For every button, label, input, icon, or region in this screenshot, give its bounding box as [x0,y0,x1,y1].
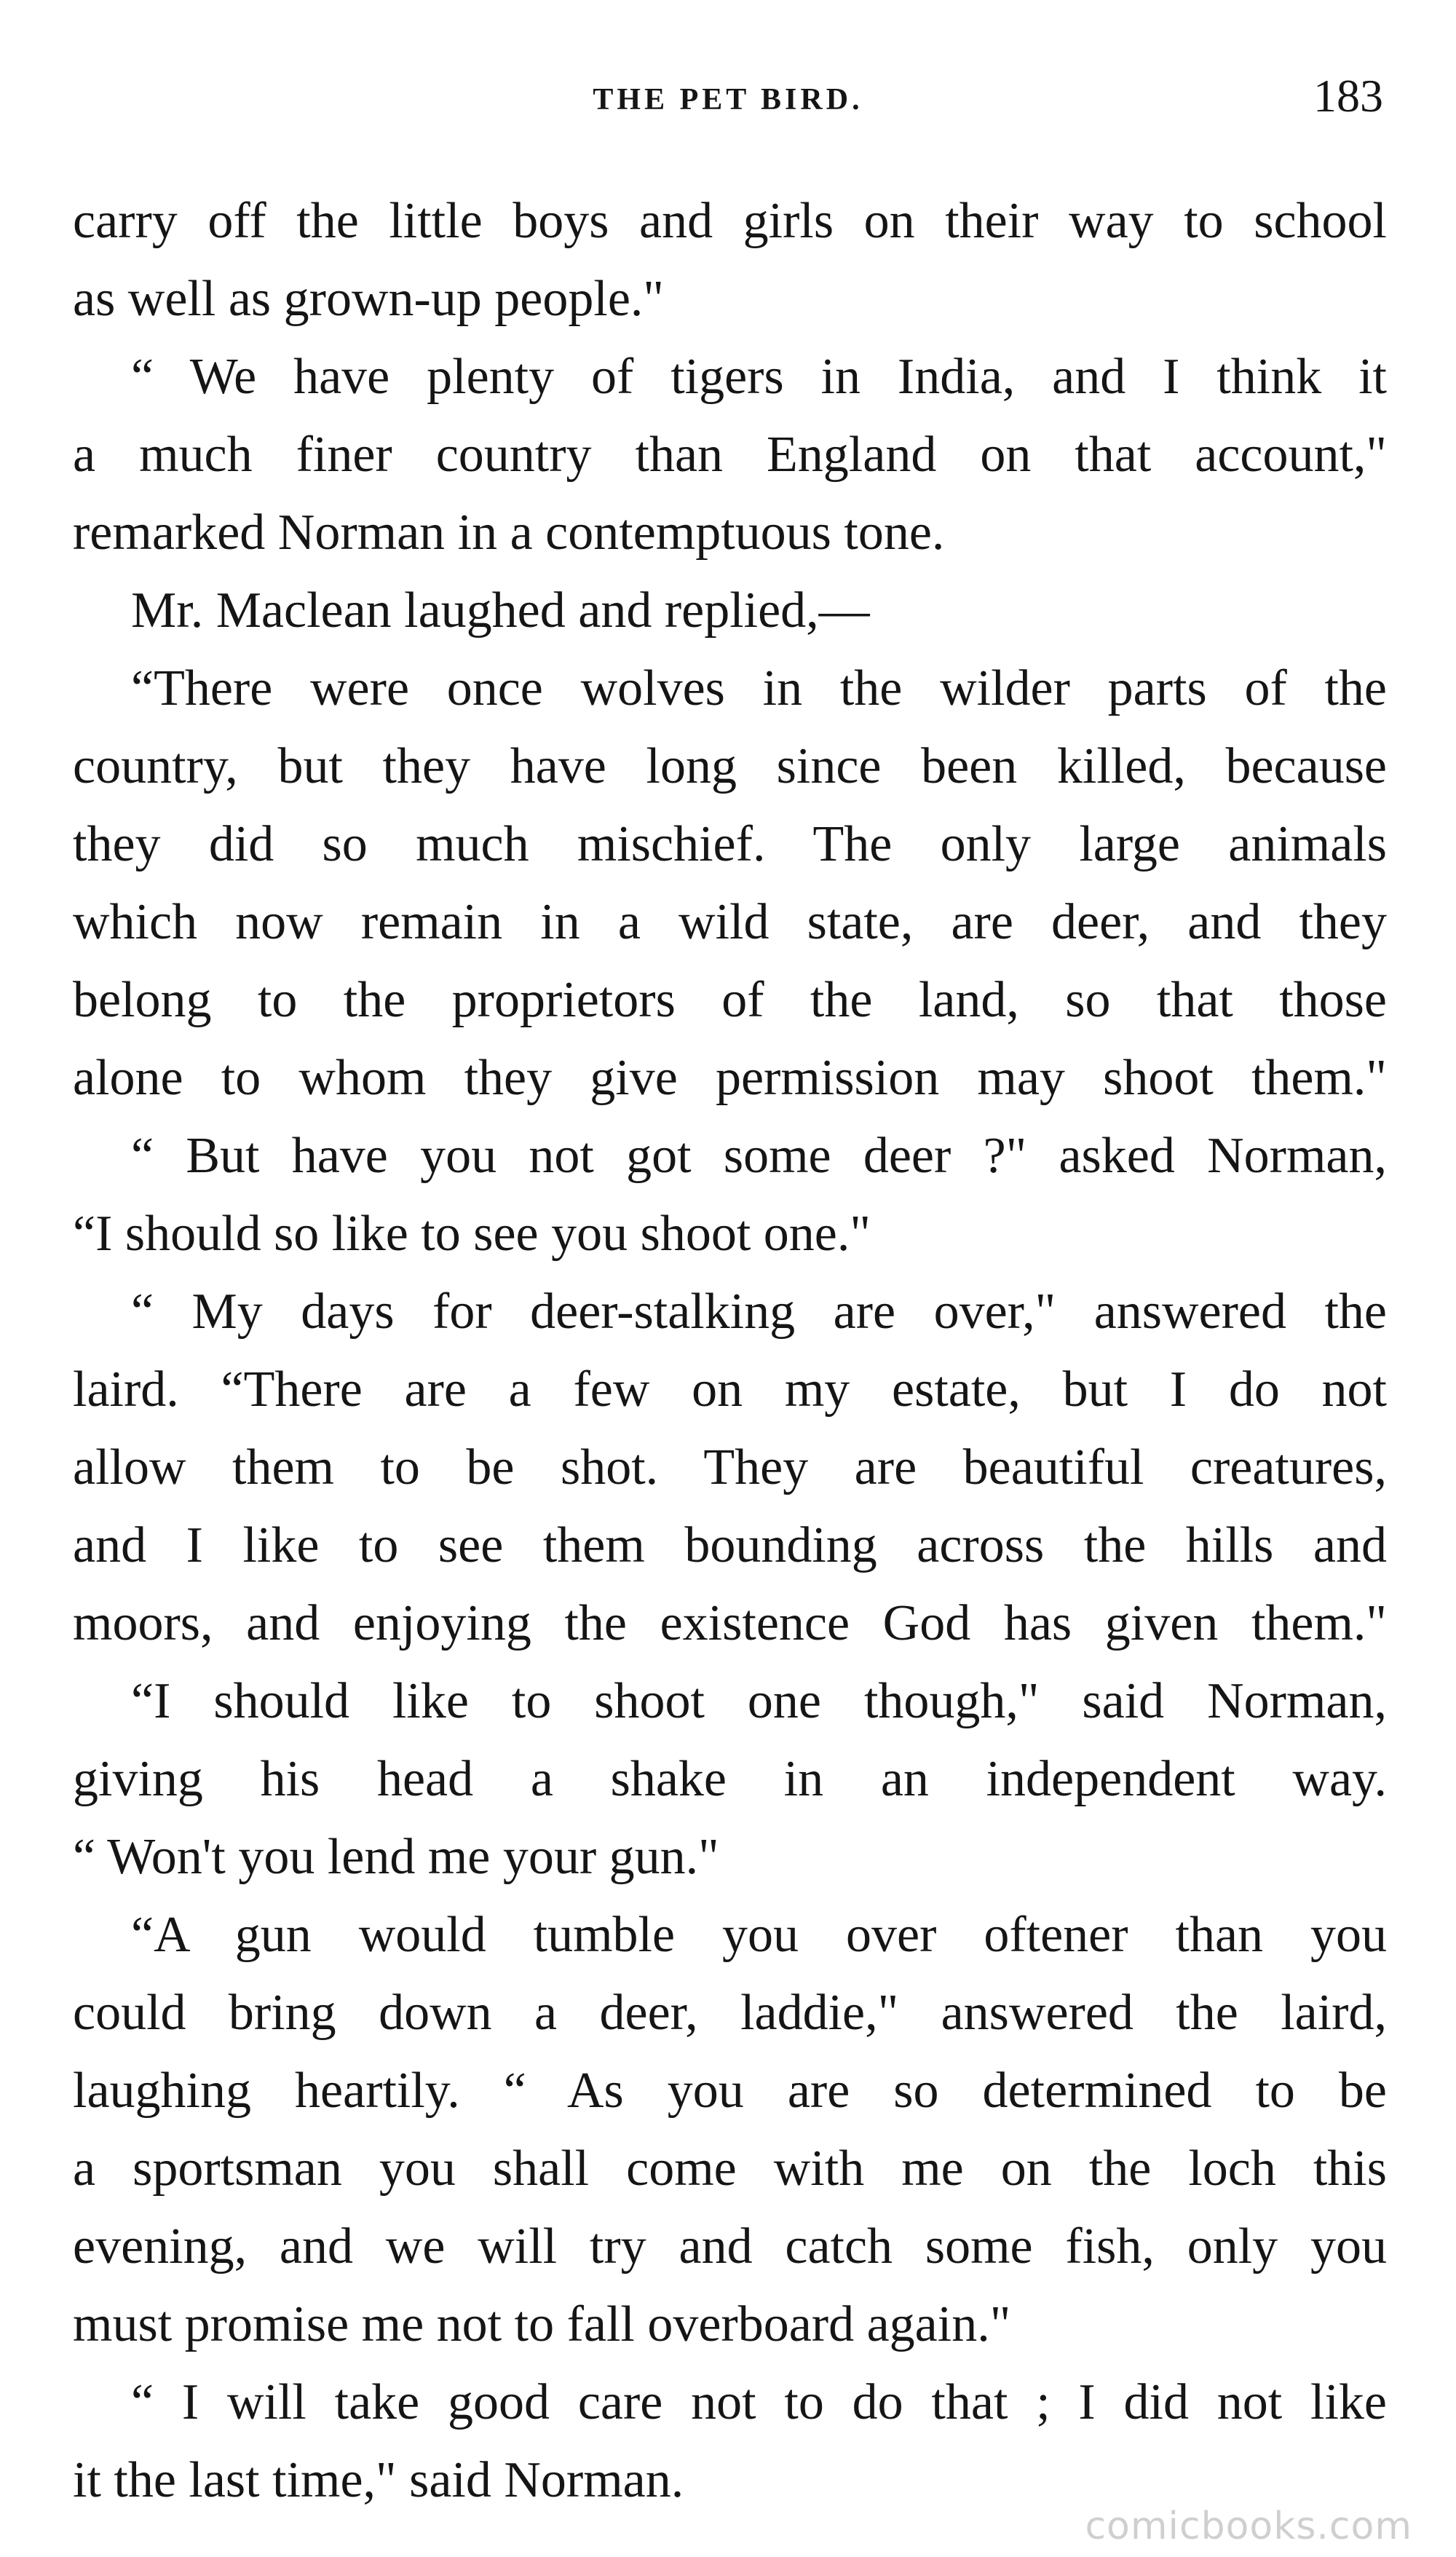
text-line: “ My days for deer-stalking are over," answered the [131,1284,1387,1340]
text-line: they did so much mischief. The only large animals [73,816,1387,872]
text-line: a sportsman you shall come with me on the loch this [73,2141,1387,2197]
text-line: evening, and we will try and catch some fish, only you [73,2218,1387,2275]
text-line: and I like to see them bounding across the hills and [73,1517,1387,1573]
text-line: country, but they have long since been killed, because [73,738,1387,794]
text-line: “ I will take good care not to do that ; I did not like [131,2374,1387,2430]
running-title: THE PET BIRD. [593,83,863,116]
watermark: comicbooks.com [1085,2505,1412,2548]
text-line: remarked Norman in a contemptuous tone. [73,505,945,561]
text-line: as well as grown-up people." [73,271,664,327]
text-line: “There were once wolves in the wilder parts of the [131,660,1387,716]
text-line: Mr. Maclean laughed and replied,— [131,582,870,639]
page-header [73,69,1383,135]
text-line: a much finer country than England on that account," [73,427,1387,483]
text-line: “ We have plenty of tigers in India, and I think it [131,349,1387,405]
text-line: “ But have you not got some deer ?" asked Norman, [131,1128,1387,1184]
page-number: 183 [1313,70,1383,122]
text-line: which now remain in a wild state, are deer, and they [73,894,1387,950]
text-line: “A gun would tumble you over oftener than you [131,1907,1387,1963]
text-line: giving his head a shake in an independent way. [73,1751,1387,1807]
text-line: belong to the proprietors of the land, so that those [73,972,1387,1028]
text-line: laughing heartily. “ As you are so determined to be [73,2063,1387,2119]
text-line: “ Won't you lend me your gun." [73,1829,719,1885]
text-line: “I should like to shoot one though," said Norman, [131,1673,1387,1729]
body-text [73,182,1387,2519]
text-line: allow them to be shot. They are beautiful creatures, [73,1439,1387,1495]
text-line: it the last time," said Norman. [73,2452,684,2508]
text-line: moors, and enjoying the existence God has given them." [73,1595,1387,1651]
text-line: “I should so like to see you shoot one." [73,1206,871,1262]
text-line: could bring down a deer, laddie," answered the laird, [73,1985,1387,2041]
text-line: laird. “There are a few on my estate, but I do not [73,1362,1387,1418]
text-line: must promise me not to fall overboard again." [73,2296,1011,2352]
text-line: carry off the little boys and girls on their way to school [73,193,1387,249]
text-line: alone to whom they give permission may shoot them." [73,1050,1387,1106]
